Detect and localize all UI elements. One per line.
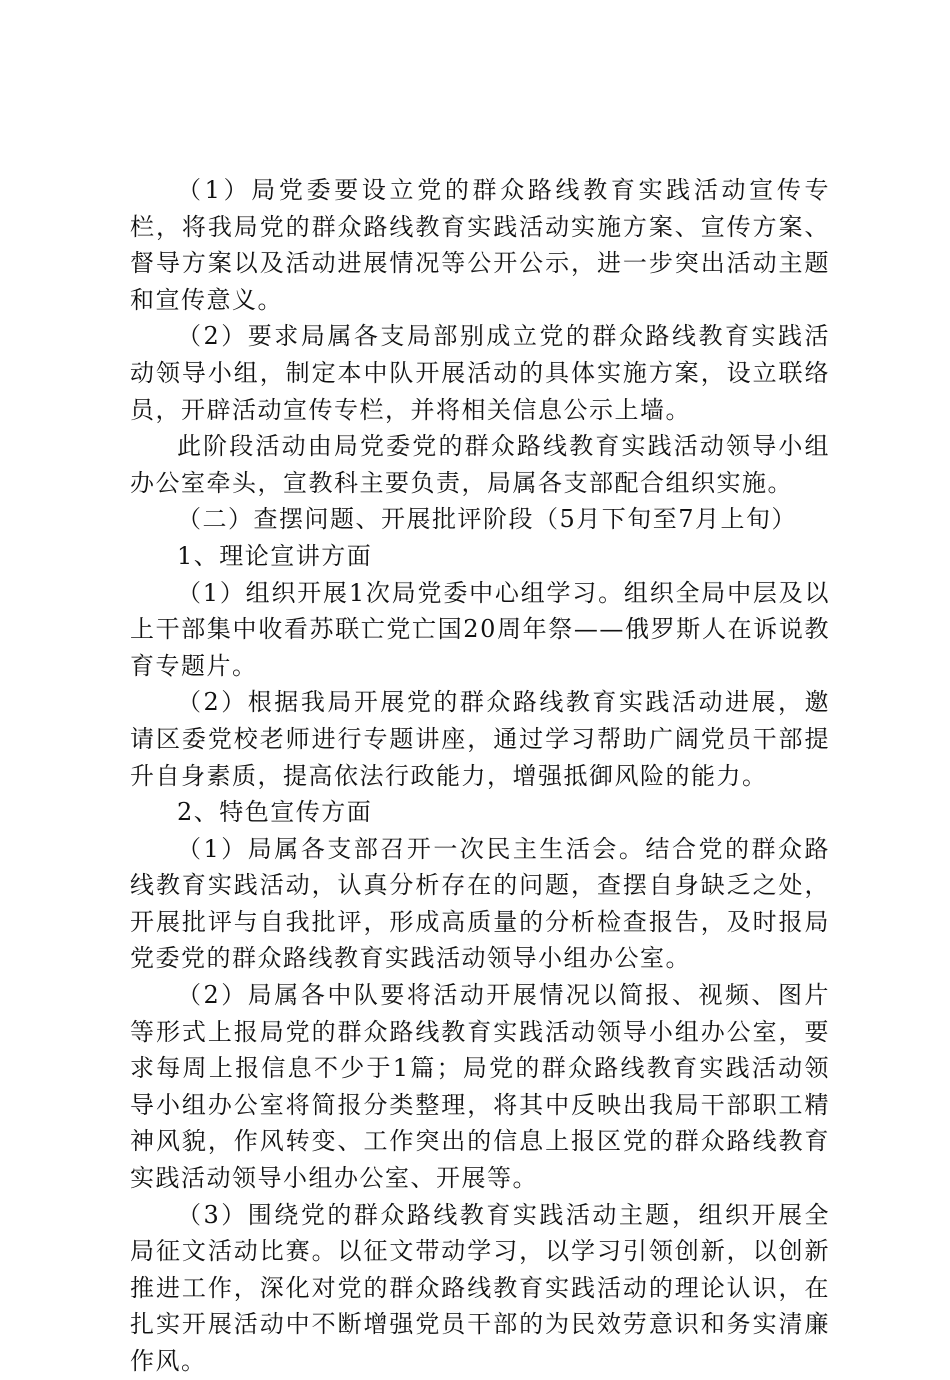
section-heading-2: （二）查摆问题、开展批评阶段（5月下旬至7月上旬） [177, 505, 798, 534]
paragraph-theory-1: （1）组织开展1次局党委中心组学习。组织全局中层及以上干部集中收看苏联亡党亡国20周年祭——俄罗斯人在诉说教育专题片。 [130, 578, 830, 680]
paragraph-2: （2）要求局属各支局部别成立党的群众路线教育实践活动领导小组，制定本中队开展活动的具体实施方案，设立联络员，开辟活动宣传专栏，并将相关信息公示上墙。 [130, 322, 830, 424]
document-body [130, 172, 830, 1380]
paragraph-promotion-3: （3）围绕党的群众路线教育实践活动主题，组织开展全局征文活动比赛。以征文带动学习，以学习引领创新，以创新推进工作，深化对党的群众路线教育实践活动的理论认识，在扎实开展活动中不断增强党员干部的为民效劳意识和务实清廉作风。 [130, 1200, 830, 1375]
paragraph-1: （1）局党委要设立党的群众路线教育实践活动宣传专栏，将我局党的群众路线教育实践活动实施方案、宣传方案、督导方案以及活动进展情况等公开公示，进一步突出活动主题和宣传意义。 [130, 176, 830, 314]
paragraph-theory-2: （2）根据我局开展党的群众路线教育实践活动进展，邀请区委党校老师进行专题讲座，通过学习帮助广阔党员干部提升自身素质，提高依法行政能力，增强抵御风险的能力。 [130, 688, 830, 790]
paragraph-promotion-2: （2）局属各中队要将活动开展情况以简报、视频、图片等形式上报局党的群众路线教育实践活动领导小组办公室，要求每周上报信息不少于1篇；局党的群众路线教育实践活动领导小组办公室将简报分类整理，将其中反映出我局干部职工精神风貌，作风转变、工作突出的信息上报区党的群众路线教育实践活动领导小组办公室、开展等。 [130, 981, 830, 1193]
subheading-theory: 1、理论宣讲方面 [177, 541, 373, 570]
paragraph-3: 此阶段活动由局党委党的群众路线教育实践活动领导小组办公室牵头，宣教科主要负责，局属各支部配合组织实施。 [130, 432, 830, 497]
paragraph-promotion-1: （1）局属各支部召开一次民主生活会。结合党的群众路线教育实践活动，认真分析存在的问题，查摆自身缺乏之处，开展批评与自我批评，形成高质量的分析检查报告，及时报局党委党的群众路线教育实践活动领导小组办公室。 [130, 834, 830, 973]
subheading-promotion: 2、特色宣传方面 [177, 798, 373, 827]
